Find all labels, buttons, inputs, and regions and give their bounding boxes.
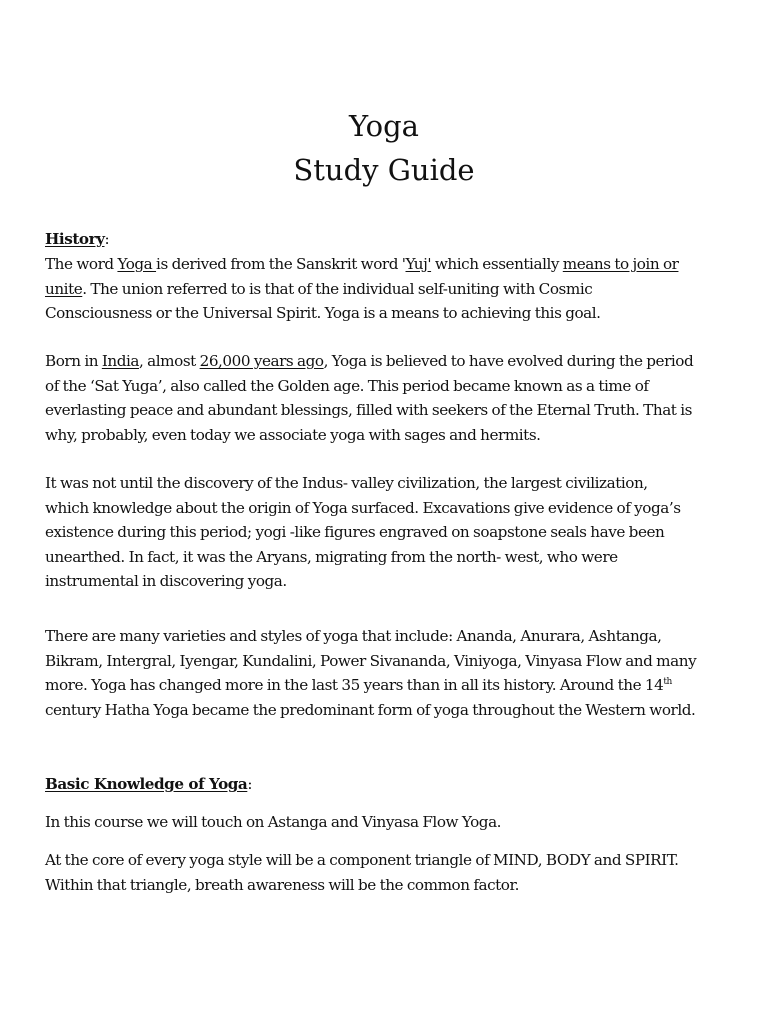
- underlined-term-yoga: Yoga: [117, 255, 157, 273]
- basic-paragraph-2: [45, 848, 745, 897]
- text-line: [45, 673, 745, 698]
- text-line: [45, 349, 745, 374]
- superscript: th: [663, 677, 672, 687]
- underlined-phrase-unite: unite: [45, 279, 83, 298]
- text-line: [45, 252, 745, 277]
- history-heading-colon: :: [104, 230, 110, 248]
- text-line: There are many varieties and styles of yoga that include: Ananda, Anurara, Ashtanga,: [45, 627, 662, 645]
- text-line: unearthed. In fact, it was the Aryans, migrating from the north- west, who were: [45, 547, 618, 566]
- underlined-term-yuj: Yuj': [405, 255, 432, 273]
- text-line: existence during this period; yogi -like figures engraved on soapstone seals have been: [45, 523, 665, 541]
- text-line: At the core of every yoga style will be a component triangle of MIND, BODY and SPIRIT.: [45, 851, 679, 869]
- text-line: Within that triangle, breath awareness will be the common factor.: [45, 875, 520, 894]
- basic-knowledge-heading-colon: :: [247, 775, 252, 793]
- basic-knowledge-heading: [45, 772, 252, 796]
- text-line: of the ‘Sat Yuga’, also called the Golden age. This period became known as a time of: [45, 376, 649, 395]
- text-run: , almost: [139, 352, 200, 370]
- text-run: . The union referred to is that of the individual self-uniting with Cosmic: [82, 279, 593, 298]
- text-run: more. Yoga has changed more in the last 35 years than in all its history. Around the 14: [45, 676, 664, 694]
- history-paragraph-2: [45, 349, 745, 447]
- text-line: which knowledge about the origin of Yoga surfaced. Excavations give evidence of yoga’s: [45, 498, 681, 517]
- history-heading-text: History: [45, 230, 105, 248]
- text-line: everlasting peace and abundant blessings, filled with seekers of the Eternal Truth. That is: [45, 401, 692, 419]
- text-run: , Yoga is believed to have evolved during the period: [323, 352, 694, 370]
- text-line: century Hatha Yoga became the predominant form of yoga throughout the Western world.: [45, 700, 696, 719]
- basic-paragraph-1: [45, 810, 745, 835]
- basic-knowledge-heading-text: Basic Knowledge of Yoga: [45, 775, 248, 793]
- history-paragraph-3: [45, 471, 745, 594]
- text-line: It was not until the discovery of the Indus- valley civilization, the largest civilization,: [45, 474, 648, 492]
- history-paragraph-1: [45, 252, 745, 326]
- text-line: In this course we will touch on Astanga and Vinyasa Flow Yoga.: [45, 813, 502, 831]
- text-line: Consciousness or the Universal Spirit. Yoga is a means to achieving this goal.: [45, 304, 601, 322]
- title-line-2: Study Guide: [293, 153, 475, 187]
- document-title: [0, 104, 768, 192]
- text-line: why, probably, even today we associate yoga with sages and hermits.: [45, 425, 541, 444]
- text-line: instrumental in discovering yoga.: [45, 572, 287, 590]
- history-paragraph-4: [45, 624, 745, 722]
- text-line: Bikram, Intergral, Iyengar, Kundalini, Power Sivananda, Viniyoga, Vinyasa Flow and many: [45, 651, 697, 670]
- text-run: The word: [45, 255, 118, 273]
- title-line-1: Yoga: [349, 109, 419, 143]
- text-run: which essentially: [431, 255, 563, 273]
- text-run: Born in: [45, 352, 102, 370]
- underlined-term-india: India: [101, 352, 140, 370]
- history-heading: [45, 227, 109, 251]
- underlined-term-years: 26,000 years ago: [199, 352, 324, 370]
- text-run: is derived from the Sanskrit word ': [156, 255, 406, 273]
- text-line: [45, 277, 745, 302]
- underlined-phrase-join: means to join or: [562, 255, 679, 273]
